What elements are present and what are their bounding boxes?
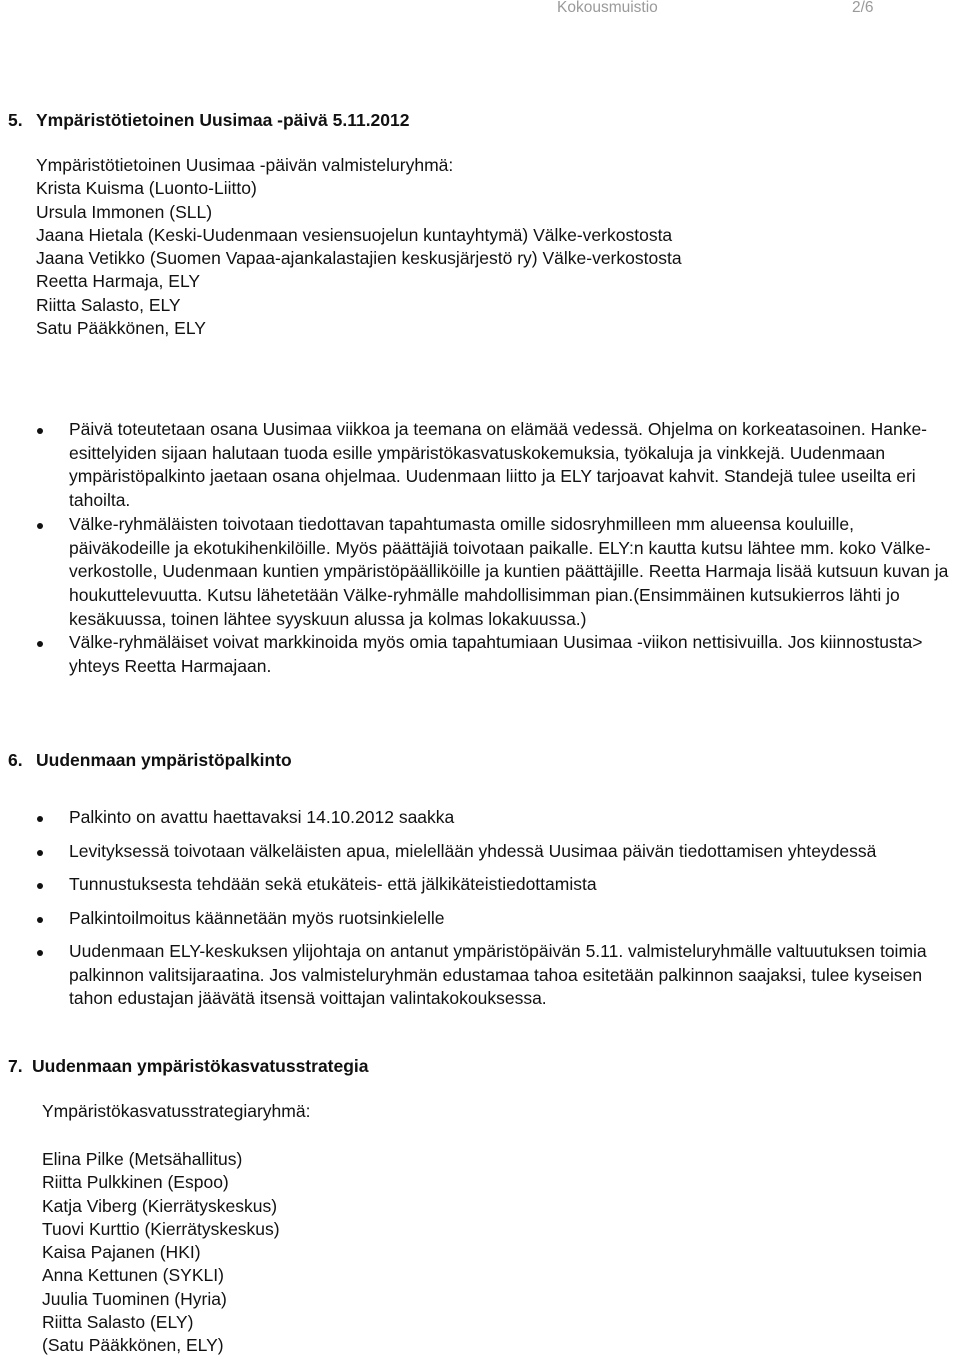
section-6-bullet-list (0, 806, 953, 1011)
list-item (0, 907, 953, 931)
section-5-number: 5. (8, 110, 23, 130)
group-member: Ursula Immonen (SLL) (36, 201, 213, 222)
group-heading: Ympäristötietoinen Uusimaa -päivän valmisteluryhmä: (36, 155, 454, 175)
bullet-icon (37, 816, 43, 822)
section-6-title: Uudenmaan ympäristöpalkinto (36, 750, 292, 770)
group-member: Reetta Harmaja, ELY (36, 271, 201, 292)
page-header (0, 0, 960, 19)
list-item (0, 940, 953, 1011)
list-item (0, 513, 953, 632)
bullet-icon (37, 917, 43, 923)
group-member: Jaana Vetikko (Suomen Vapaa-ajankalastajien keskusjärjestö ry) Välke-verkostosta (36, 248, 682, 269)
group-member: Riitta Pulkkinen (Espoo) (42, 1172, 229, 1193)
section-5-title: Ympäristötietoinen Uusimaa -päivä 5.11.2012 (36, 110, 410, 130)
list-item (0, 840, 953, 864)
group-member: Elina Pilke (Metsähallitus) (42, 1149, 243, 1169)
bullet-icon (37, 850, 43, 856)
section-5-bullet-list (0, 418, 953, 679)
group-member: Anna Kettunen (SYKLI) (42, 1265, 224, 1286)
list-item (0, 631, 953, 678)
group-member: Katja Viberg (Kierrätyskeskus) (42, 1195, 278, 1216)
group-member: Jaana Hietala (Keski-Uudenmaan vesiensuojelun kuntayhtymä) Välke-verkostosta (36, 224, 673, 245)
list-item (0, 806, 953, 830)
list-item-text: Päivä toteutetaan osana Uusimaa viikkoa ja teemana on elämää vedessä. Ohjelma on korkeatasoinen. Hanke-esittelyiden sijaan halutaan tuoda esille ympäristökasvatuskokemuksia, työkaluja ja vinkkejä. Uudenmaan ympäristöpalkinto jaetaan osana ohjelmaa. Uudenmaan liitto ja ELY tarjoavat kahvit. Standejä tulee useilta eri tahoilta. (69, 419, 928, 511)
section-5-heading (8, 110, 410, 131)
section-7-title: Uudenmaan ympäristökasvatusstrategia (32, 1056, 369, 1076)
page-number: 2/6 (852, 0, 874, 16)
group-member: Krista Kuisma (Luonto-Liitto) (36, 178, 257, 199)
list-item-text: Välke-ryhmäläisten toivotaan tiedottavan tapahtumasta omille sidosryhmilleen mm alueensa kouluille, päiväkodeille ja ekotukihenkilöille. Myös päättäjiä toivotaan paikalle. ELY:n kautta kutsu lähtee mm. koko Välke-verkostolle, Uudenmaan kuntien ympäristöpäälliköille ja kuntien päättäjille. Reetta Harmaja lisää kutsuun kuvan ja houkuttelevuutta. Kutsu lähetetään Välke-ryhmälle mahdollisimman pian.(Ensimmäinen kutsukierros lähti jo kesäkuussa, toinen lähtee syyskuun alussa ja kolmas lokakuussa.) (69, 513, 949, 629)
list-item-text: Palkintoilmoitus käännetään myös ruotsinkielelle (69, 907, 445, 928)
list-item-text: Uudenmaan ELY-keskuksen ylijohtaja on antanut ympäristöpäivän 5.11. valmisteluryhmälle valtuutuksen toimia palkinnon valitsijaraatina. Jos valmisteluryhmän edustamaa tahoa esitetään palkinnon saajaksi, tulee kyseisen tahon edustajan jäävätä itsensä voittajan valintakokouksessa. (69, 941, 927, 1008)
section-7-heading (8, 1056, 369, 1077)
group-member: Tuovi Kurttio (Kierrätyskeskus) (42, 1218, 280, 1239)
section-5-preparation-group (36, 154, 682, 340)
bullet-icon (37, 428, 43, 434)
list-item-text: Levityksessä toivotaan välkeläisten apua, mielellään yhdessä Uusimaa päivän tiedottamisen yhteydessä (69, 840, 877, 861)
section-6-number: 6. (8, 750, 23, 770)
bullet-icon (37, 883, 43, 889)
section-7-member-list (42, 1148, 280, 1358)
list-item-text: Välke-ryhmäläiset voivat markkinoida myös omia tapahtumiaan Uusimaa -viikon nettisivuilla. Jos kiinnostusta> yhteys Reetta Harmajaan. (69, 632, 923, 677)
group-member: Riitta Salasto (ELY) (42, 1312, 194, 1333)
section-7-group-title: Ympäristökasvatusstrategiaryhmä: (42, 1101, 311, 1121)
group-member: Satu Pääkkönen, ELY (36, 318, 206, 339)
list-item (0, 418, 953, 513)
section-6-heading (8, 750, 292, 771)
group-member: Kaisa Pajanen (HKI) (42, 1242, 201, 1263)
list-item-text: Palkinto on avattu haettavaksi 14.10.2012 saakka (69, 807, 455, 827)
list-item-text: Tunnustuksesta tehdään sekä etukäteis- että jälkikäteistiedottamista (69, 874, 597, 894)
bullet-icon (37, 523, 43, 529)
document-type-label: Kokousmuistio (557, 0, 658, 16)
group-member: Riitta Salasto, ELY (36, 294, 181, 315)
bullet-icon (37, 950, 43, 956)
bullet-icon (37, 641, 43, 647)
group-member: (Satu Pääkkönen, ELY) (42, 1335, 224, 1356)
section-7-number: 7. (8, 1056, 23, 1076)
list-item (0, 873, 953, 897)
group-member: Juulia Tuominen (Hyria) (42, 1288, 227, 1309)
